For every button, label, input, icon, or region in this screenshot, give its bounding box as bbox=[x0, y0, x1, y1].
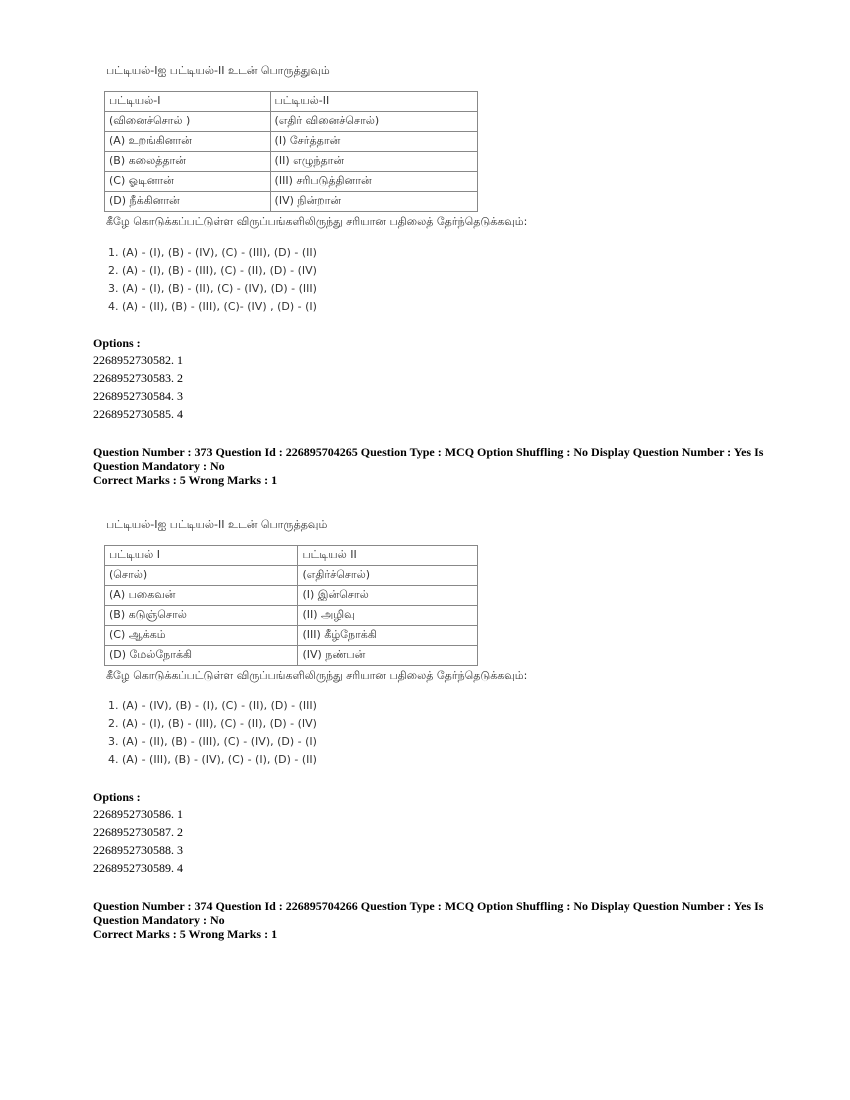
option-item: 2268952730584. 3 bbox=[93, 389, 183, 403]
table-cell: (B) கலைத்தான் bbox=[105, 152, 271, 172]
question-header-line: Question Mandatory : No bbox=[93, 913, 225, 927]
table-row bbox=[105, 646, 478, 666]
table-row bbox=[105, 172, 478, 192]
table-row bbox=[105, 92, 478, 112]
table-cell: (A) உறங்கினான் bbox=[105, 132, 271, 152]
question-header-line: Question Number : 373 Question Id : 226895704265 Question Type : MCQ Option Shuffling : No Display Question Number : Yes Is bbox=[93, 445, 764, 459]
table-row bbox=[105, 546, 478, 566]
table-cell: (II) அழிவு bbox=[298, 606, 478, 626]
q373-header bbox=[93, 445, 763, 487]
q373-options-label: Options : bbox=[93, 790, 141, 804]
table-cell: (A) பகைவன் bbox=[105, 586, 298, 606]
table-cell: (I) சேர்த்தான் bbox=[270, 132, 477, 152]
option-item: 2268952730586. 1 bbox=[93, 807, 183, 821]
table-row bbox=[105, 112, 478, 132]
option-item: 2268952730585. 4 bbox=[93, 407, 183, 421]
list-item: 3. (A) - (I), (B) - (II), (C) - (IV), (D) - (III) bbox=[108, 282, 317, 295]
q373-instruction: பட்டியல்-Iஐ பட்டியல்-II உடன் பொருத்தவும் bbox=[106, 518, 328, 531]
option-item: 2268952730583. 2 bbox=[93, 371, 183, 385]
table-cell: (III) சரிபடுத்தினான் bbox=[270, 172, 477, 192]
q374-header bbox=[93, 899, 763, 941]
question-header-line: Question Number : 374 Question Id : 226895704266 Question Type : MCQ Option Shuffling : No Display Question Number : Yes Is bbox=[93, 899, 764, 913]
table-cell: (C) ஆக்கம் bbox=[105, 626, 298, 646]
question-header-line: Question Mandatory : No bbox=[93, 459, 225, 473]
list-item: 2. (A) - (I), (B) - (III), (C) - (II), (D) - (IV) bbox=[108, 264, 317, 277]
table-row bbox=[105, 606, 478, 626]
table-cell: (C) ஓடினான் bbox=[105, 172, 271, 192]
table-cell: (I) இன்சொல் bbox=[298, 586, 478, 606]
table-cell: (எதிர் வினைச்சொல்) bbox=[270, 112, 477, 132]
list-item: 4. (A) - (III), (B) - (IV), (C) - (I), (D) - (II) bbox=[108, 753, 317, 766]
table-row bbox=[105, 192, 478, 212]
q372-options-label: Options : bbox=[93, 336, 141, 350]
question-marks: Correct Marks : 5 Wrong Marks : 1 bbox=[93, 473, 278, 487]
list-item: 2. (A) - (I), (B) - (III), (C) - (II), (D) - (IV) bbox=[108, 717, 317, 730]
q373-choices bbox=[108, 697, 317, 769]
table-cell: பட்டியல்-II bbox=[270, 92, 477, 112]
table-cell: (IV) நண்பன் bbox=[298, 646, 478, 666]
q372-prompt: கீழே கொடுக்கப்பட்டுள்ள விருப்பங்களிலிருந்து சரியான பதிலைத் தேர்ந்தெடுக்கவும்: bbox=[106, 215, 528, 228]
table-row bbox=[105, 586, 478, 606]
table-cell: பட்டியல் II bbox=[298, 546, 478, 566]
table-row bbox=[105, 626, 478, 646]
q373-options bbox=[93, 805, 183, 877]
table-cell: (II) எழுந்தான் bbox=[270, 152, 477, 172]
table-cell: பட்டியல்-I bbox=[105, 92, 271, 112]
table-cell: (வினைச்சொல் ) bbox=[105, 112, 271, 132]
q373-prompt: கீழே கொடுக்கப்பட்டுள்ள விருப்பங்களிலிருந்து சரியான பதிலைத் தேர்ந்தெடுக்கவும்: bbox=[106, 669, 528, 682]
table-row bbox=[105, 132, 478, 152]
table-cell: (IV) நின்றான் bbox=[270, 192, 477, 212]
list-item: 3. (A) - (II), (B) - (III), (C) - (IV), (D) - (I) bbox=[108, 735, 317, 748]
option-item: 2268952730588. 3 bbox=[93, 843, 183, 857]
q372-instruction: பட்டியல்-Iஐ பட்டியல்-II உடன் பொருத்துவும் bbox=[106, 64, 330, 77]
table-cell: (எதிர்ச்சொல்) bbox=[298, 566, 478, 586]
option-item: 2268952730589. 4 bbox=[93, 861, 183, 875]
list-item: 4. (A) - (II), (B) - (III), (C)- (IV) , (D) - (I) bbox=[108, 300, 317, 313]
table-cell: (B) கடுஞ்சொல் bbox=[105, 606, 298, 626]
q373-match-table bbox=[104, 545, 478, 666]
table-cell: பட்டியல் I bbox=[105, 546, 298, 566]
option-item: 2268952730587. 2 bbox=[93, 825, 183, 839]
q372-options bbox=[93, 351, 183, 423]
q372-choices bbox=[108, 244, 317, 316]
question-marks: Correct Marks : 5 Wrong Marks : 1 bbox=[93, 927, 278, 941]
q372-match-table bbox=[104, 91, 478, 212]
table-cell: (III) கீழ்நோக்கி bbox=[298, 626, 478, 646]
table-row bbox=[105, 566, 478, 586]
table-cell: (D) நீக்கினான் bbox=[105, 192, 271, 212]
table-cell: (சொல்) bbox=[105, 566, 298, 586]
option-item: 2268952730582. 1 bbox=[93, 353, 183, 367]
list-item: 1. (A) - (IV), (B) - (I), (C) - (II), (D) - (III) bbox=[108, 699, 317, 712]
list-item: 1. (A) - (I), (B) - (IV), (C) - (III), (D) - (II) bbox=[108, 246, 317, 259]
table-row bbox=[105, 152, 478, 172]
table-cell: (D) மேல்நோக்கி bbox=[105, 646, 298, 666]
